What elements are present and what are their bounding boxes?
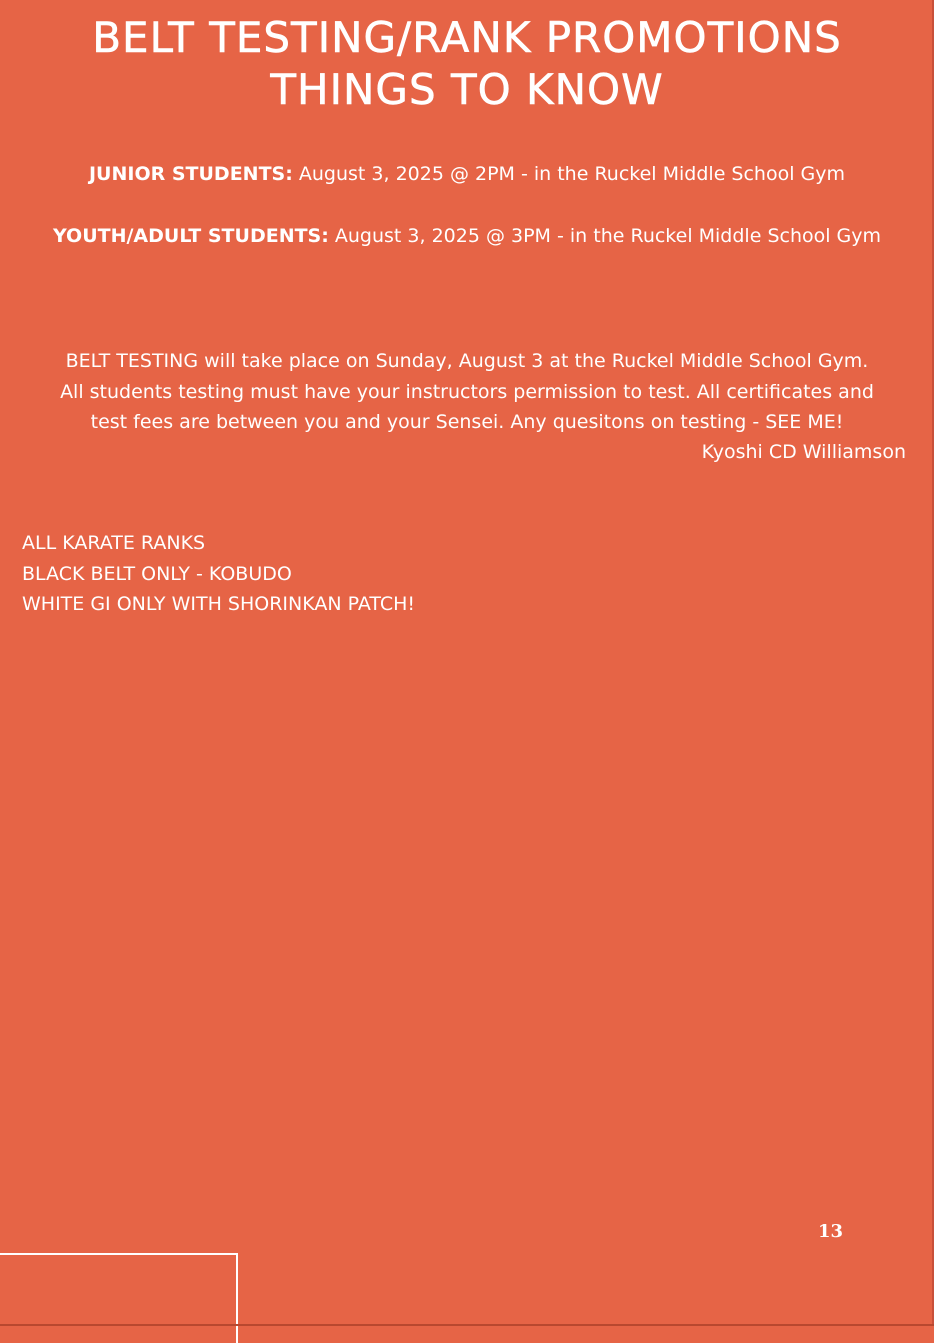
requirements-list [22, 528, 415, 620]
youth-adult-students-label: YOUTH/ADULT STUDENTS: [52, 225, 329, 247]
junior-students-label: JUNIOR STUDENTS: [88, 163, 293, 185]
requirement-item-kobudo: BLACK BELT ONLY - KOBUDO [22, 562, 292, 585]
notice-signature: Kyoshi CD Williamson [701, 441, 906, 463]
junior-students-details: August 3, 2025 @ 2PM - in the Ruckel Middle School Gym [292, 163, 846, 185]
junior-students-schedule [0, 162, 934, 186]
notice-line-1: BELT TESTING will take place on Sunday, August 3 at the Ruckel Middle School Gym. [65, 350, 869, 372]
page-title [0, 12, 934, 116]
youth-adult-students-schedule [0, 224, 934, 248]
notice-line-2: All students testing must have your instructors permission to test. All certificates and [60, 380, 874, 403]
requirement-item-gi: WHITE GI ONLY WITH SHORINKAN PATCH! [22, 593, 416, 615]
page-number: 13 [818, 1221, 844, 1242]
notice-line-3: test fees are between you and your Sensei. Any quesitons on testing - SEE ME! [90, 411, 844, 433]
youth-adult-students-details: August 3, 2025 @ 3PM - in the Ruckel Middle School Gym [328, 225, 882, 247]
title-line-1: BELT TESTING/RANK PROMOTIONS [92, 13, 842, 62]
title-line-2: THINGS TO KNOW [270, 65, 664, 114]
requirement-item-karate-ranks: ALL KARATE RANKS [22, 532, 206, 554]
belt-testing-notice [22, 346, 912, 438]
decorative-corner-frame [0, 1253, 238, 1343]
